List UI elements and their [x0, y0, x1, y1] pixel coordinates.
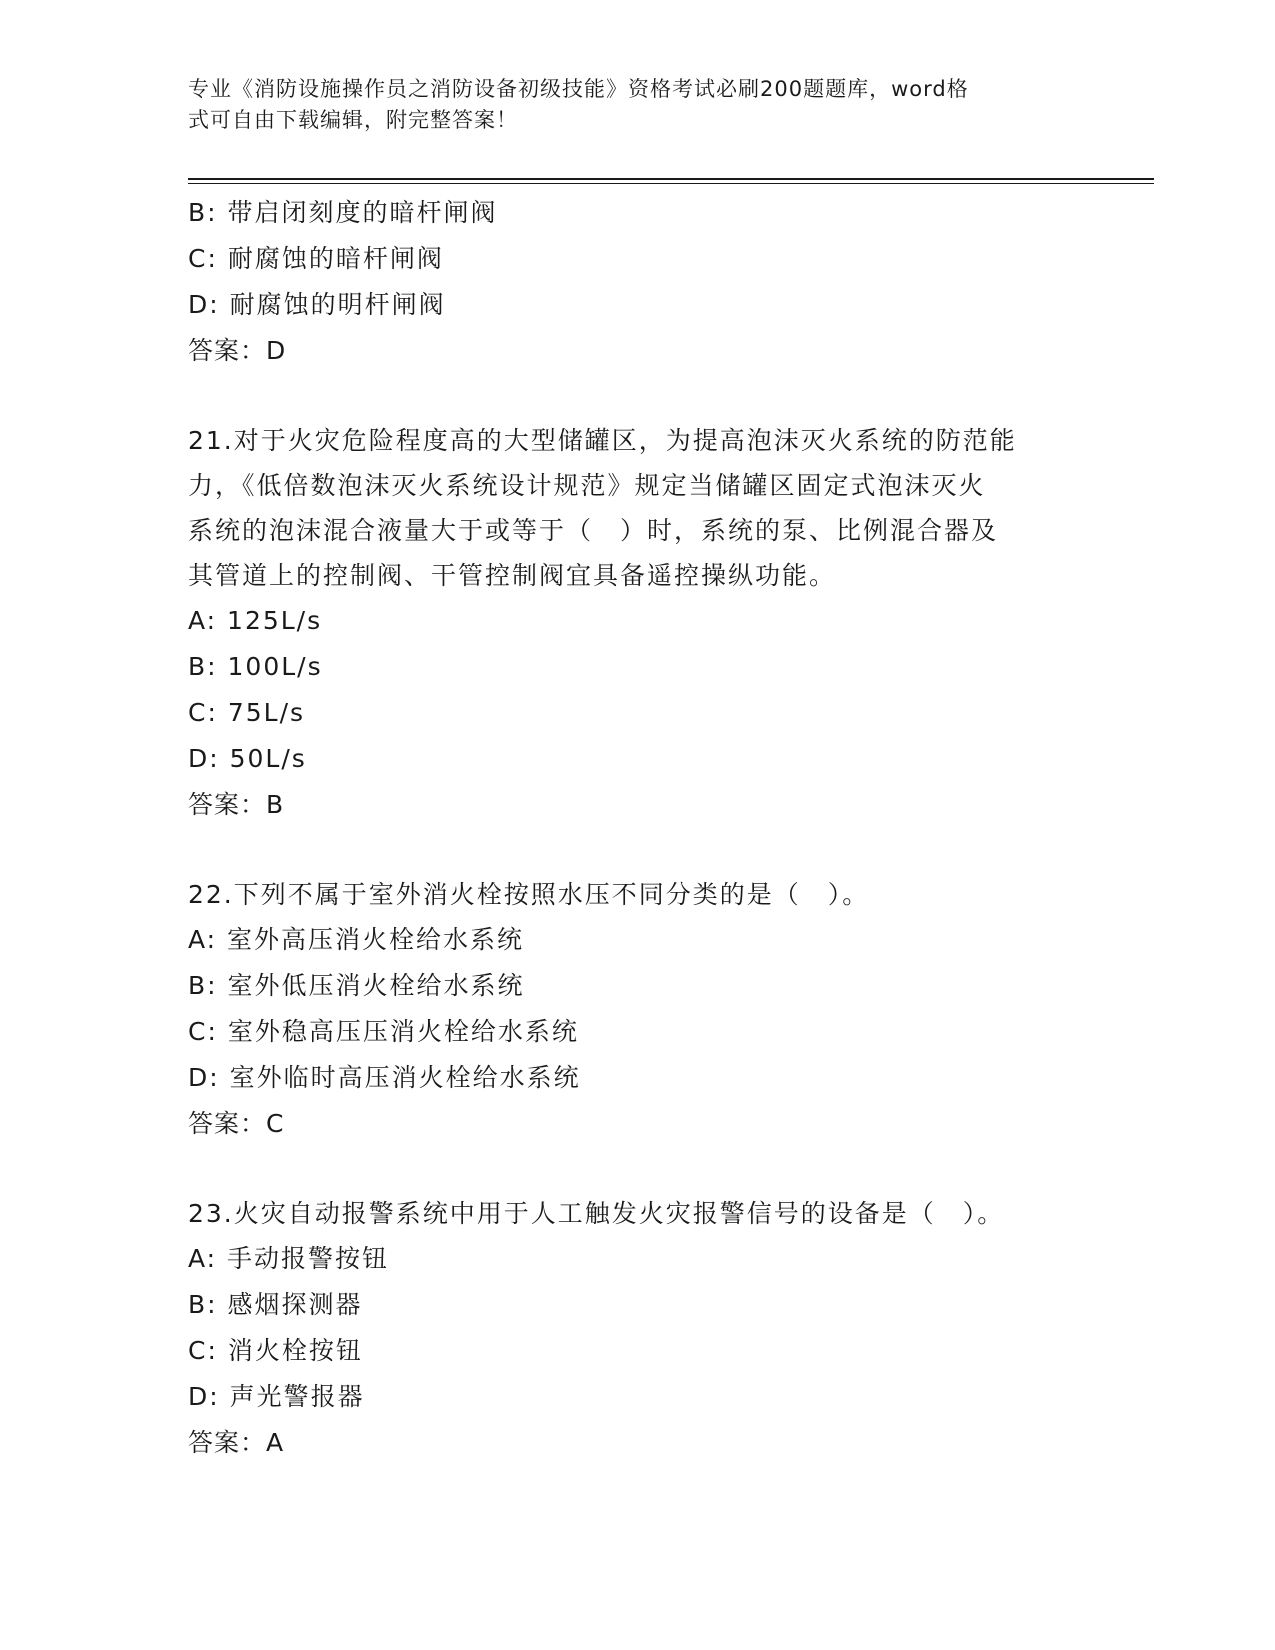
option-c: C: 消火栓按钮	[188, 1336, 363, 1365]
answer-line: 答案：C	[188, 1109, 285, 1138]
answer-line: 答案：A	[188, 1428, 285, 1457]
option-d: D: 室外临时高压消火栓给水系统	[188, 1063, 581, 1092]
header-rule-thick	[188, 178, 1154, 180]
option-c: C: 室外稳高压压消火栓给水系统	[188, 1017, 579, 1046]
option-d: D: 声光警报器	[188, 1382, 365, 1411]
header-line-2: 式可自由下载编辑，附完整答案！	[188, 108, 518, 132]
question-stem	[188, 1191, 1088, 1236]
option-b: B: 带启闭刻度的暗杆闸阀	[188, 198, 498, 227]
stem-line: 系统的泡沫混合液量大于或等于（ ）时，系统的泵、比例混合器及	[188, 516, 999, 545]
header-rule-thin	[188, 183, 1154, 184]
prev-question	[188, 190, 1088, 374]
question-21	[188, 418, 1088, 828]
question-stem	[188, 872, 1088, 917]
question-22	[188, 872, 1088, 1147]
stem-line: 23.火灾自动报警系统中用于人工触发火灾报警信号的设备是（ ）。	[188, 1199, 1005, 1228]
option-a: A: 手动报警按钮	[188, 1244, 390, 1273]
option-b: B: 感烟探测器	[188, 1290, 363, 1319]
stem-line: 22.下列不属于室外消火栓按照水压不同分类的是（ ）。	[188, 880, 870, 909]
question-stem	[188, 418, 1088, 598]
option-b: B: 100L/s	[188, 652, 323, 681]
option-a: A: 室外高压消火栓给水系统	[188, 925, 525, 954]
option-d: D: 50L/s	[188, 744, 307, 773]
stem-line: 21.对于火灾危险程度高的大型储罐区，为提高泡沫灭火系统的防范能	[188, 426, 1017, 455]
option-a: A: 125L/s	[188, 606, 323, 635]
question-23	[188, 1191, 1088, 1466]
option-d: D: 耐腐蚀的明杆闸阀	[188, 290, 446, 319]
stem-line: 力，《低倍数泡沫灭火系统设计规范》规定当储罐区固定式泡沫灭火	[188, 471, 986, 500]
answer-line: 答案：B	[188, 790, 285, 819]
stem-line: 其管道上的控制阀、干管控制阀宜具备遥控操纵功能。	[188, 561, 837, 590]
option-c: C: 耐腐蚀的暗杆闸阀	[188, 244, 444, 273]
document-header	[188, 74, 1068, 136]
option-b: B: 室外低压消火栓给水系统	[188, 971, 525, 1000]
answer-line: 答案：D	[188, 336, 287, 365]
option-c: C: 75L/s	[188, 698, 306, 727]
question-list	[188, 190, 1088, 1466]
header-line-1: 专业《消防设施操作员之消防设备初级技能》资格考试必刷200题题库，word格	[188, 77, 969, 101]
